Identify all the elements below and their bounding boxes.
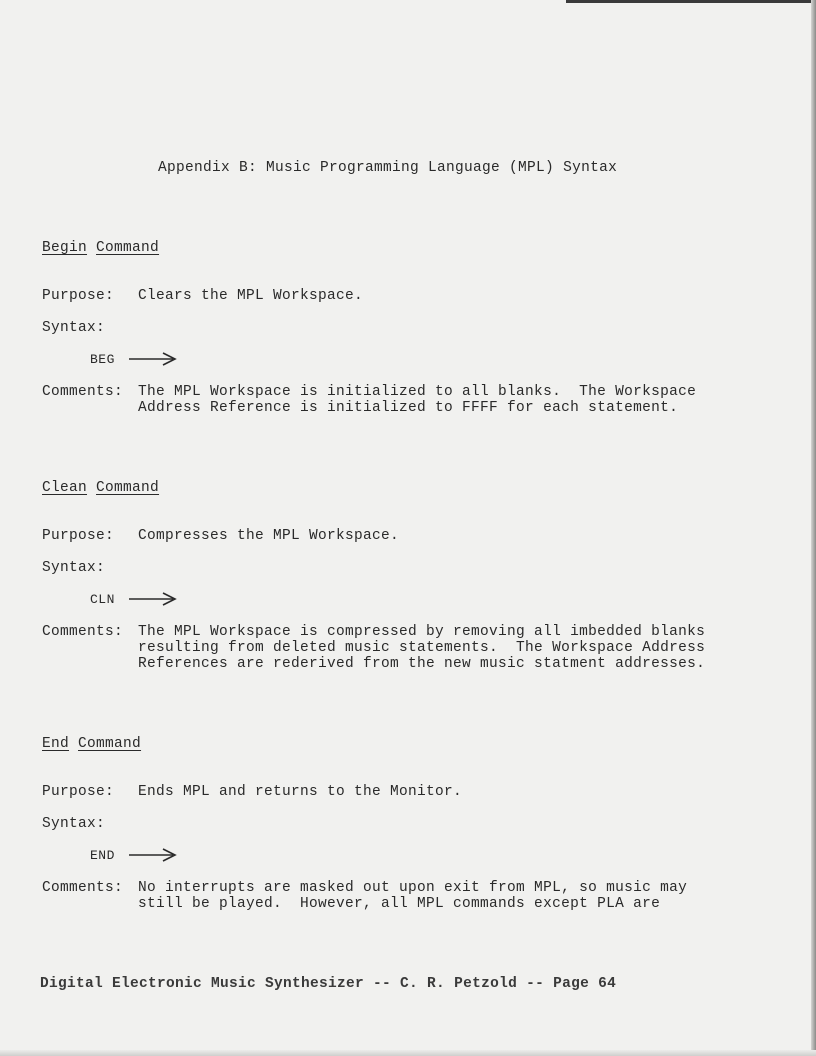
comments-label: Comments: <box>42 384 124 400</box>
comments-line: The MPL Workspace is initialized to all blanks. The Workspace <box>138 384 697 400</box>
section-heading-clean <box>42 480 159 496</box>
right-arrow-icon <box>129 352 177 366</box>
heading-word: Clean <box>42 480 88 496</box>
syntax-row <box>90 592 177 608</box>
comments-label: Comments: <box>42 880 124 896</box>
purpose-text: Compresses the MPL Workspace. <box>138 528 400 544</box>
page-title: Appendix B: Music Programming Language (MPL) Syntax <box>158 160 618 176</box>
syntax-label: Syntax: <box>42 560 106 576</box>
syntax-label: Syntax: <box>42 816 106 832</box>
section-heading-end <box>42 736 141 752</box>
purpose-text: Ends MPL and returns to the Monitor. <box>138 784 463 800</box>
right-arrow-icon <box>129 848 177 862</box>
scan-edge-top <box>566 0 816 3</box>
comments-line: resulting from deleted music statements. The Workspace Address <box>138 640 706 656</box>
heading-word: End <box>42 736 70 752</box>
purpose-label: Purpose: <box>42 288 115 304</box>
syntax-command: CLN <box>90 592 115 607</box>
heading-rest: Command <box>96 480 160 496</box>
comments-line: The MPL Workspace is compressed by removing all imbedded blanks <box>138 624 706 640</box>
heading-word: Begin <box>42 240 88 256</box>
syntax-command: END <box>90 848 115 863</box>
heading-rest: Command <box>78 736 142 752</box>
purpose-text: Clears the MPL Workspace. <box>138 288 364 304</box>
syntax-command: BEG <box>90 352 115 367</box>
purpose-label: Purpose: <box>42 528 115 544</box>
comments-line: still be played. However, all MPL commands except PLA are <box>138 896 661 912</box>
scan-edge-right <box>811 0 816 1056</box>
purpose-label: Purpose: <box>42 784 115 800</box>
comments-line: References are rederived from the new music statment addresses. <box>138 656 706 672</box>
comments-line: No interrupts are masked out upon exit from MPL, so music may <box>138 880 688 896</box>
heading-rest: Command <box>96 240 160 256</box>
page-footer: Digital Electronic Music Synthesizer -- C. R. Petzold -- Page 64 <box>40 976 617 992</box>
syntax-row <box>90 848 177 864</box>
section-heading-begin <box>42 240 159 256</box>
scan-edge-bottom <box>0 1050 816 1056</box>
right-arrow-icon <box>129 592 177 606</box>
syntax-row <box>90 352 177 368</box>
comments-line: Address Reference is initialized to FFFF for each statement. <box>138 400 679 416</box>
comments-label: Comments: <box>42 624 124 640</box>
syntax-label: Syntax: <box>42 320 106 336</box>
